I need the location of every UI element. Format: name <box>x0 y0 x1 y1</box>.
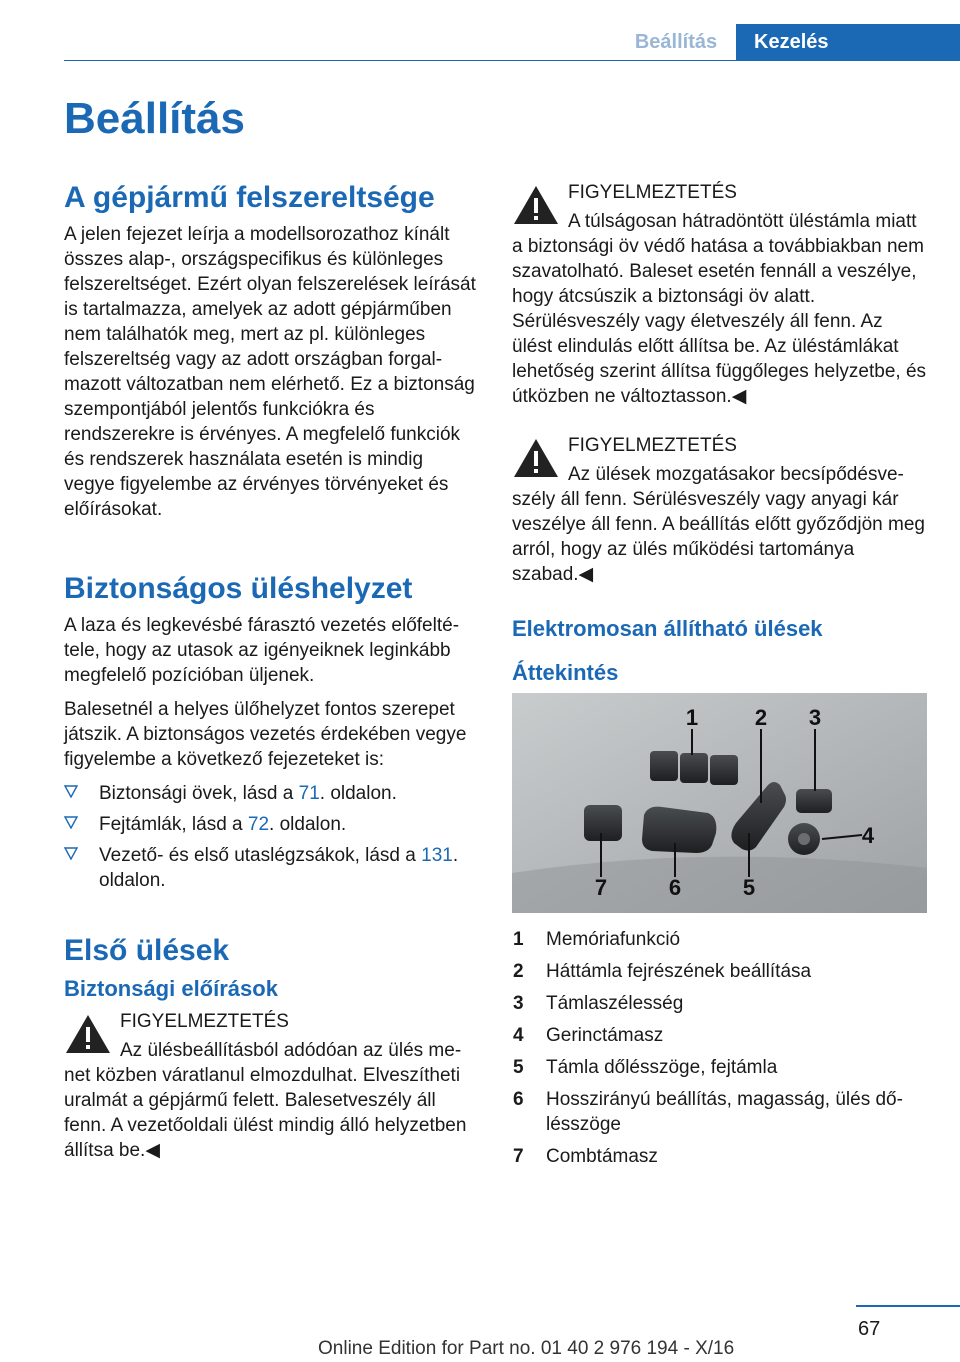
header-rule <box>64 60 736 61</box>
triangle-bullet-icon <box>64 784 78 798</box>
warning-box-3 <box>512 433 927 587</box>
warning-icon <box>64 1013 112 1055</box>
page-link-71[interactable]: 71 <box>298 783 320 804</box>
list-item: 6 Hosszirányú beállítás, magasság, ülés dőlésszöge <box>513 1089 903 1135</box>
page-title: Beállítás <box>64 94 245 143</box>
warning-title: FIGYELMEZTETÉS <box>568 182 737 203</box>
list-item: Fejtámlák, lásd a 72. oldalon. <box>64 812 479 837</box>
callout-3: 3 <box>808 705 822 730</box>
warning-text: Az ülésbeállításból adódóan az ülés menet közben váratlanul elmozdulhat. Elveszítheti uralmát a gépjármű felett. Balesetveszély áll fenn. A vezetőoldali ülést mindig álló helyzetben állítsa be.◀ <box>64 1040 467 1161</box>
callout-2: 2 <box>754 705 768 730</box>
seat-controls-figure <box>512 693 927 913</box>
list-item: Vezető- és első utaslégzsákok, lásd a 131. oldalon. <box>64 843 479 893</box>
warning-text: Az ülések mozgatásakor becsípődésveszély áll fenn. Sérülésveszély vagy anyagi kár veszélye áll fenn. A beállítás előtt győződjön meg arról, hogy az ülés működési tartománya szabad.◀ <box>512 464 925 585</box>
list-item: 2 Háttámla fejrészének beállítása <box>513 961 812 982</box>
related-chapters-list <box>64 781 479 893</box>
triangle-bullet-icon <box>64 846 78 860</box>
list-item: 3 Támlaszélesség <box>513 993 684 1014</box>
list-item: 5 Támla dőlésszöge, fejtámla <box>513 1057 778 1078</box>
equipment-paragraph: A jelen fejezet leírja a modellsorozathoz kínált összes alap-, országspecifikus és különleges felszereltséget. Ezért olyan felszerelések leírását is tartalmazza, amelyek az adott gépjárműben nem találhatók meg, mert az pl. különleges felszereltség vagy az adott országban forgalmazott változatban nem elérhető. Ez a biztonság szempontjából jelentős funkciókra és rendszerekre is érvényes. A megfelelő funkciók és rendszerek használata esetén is mindig vegye figyelembe az érvényes törvényeket és előírásokat. <box>64 224 476 520</box>
warning-title: FIGYELMEZTETÉS <box>120 1011 289 1032</box>
safe-seating-paragraph-1: A laza és legkevésbé fárasztó vezetés előfeltétele, hogy az utasok az igényeiknek leginkább megfelelő pozícióban üljenek. <box>64 615 460 686</box>
header-tab-beallitas[interactable]: Beállítás <box>634 30 718 53</box>
warning-box-1 <box>64 1009 479 1163</box>
list-item: 1 Memóriafunkció <box>513 929 681 950</box>
page-link-131[interactable]: 131 <box>421 845 453 866</box>
list-item: 7 Combtámasz <box>513 1146 658 1167</box>
callout-4: 4 <box>861 823 875 848</box>
callout-5: 5 <box>742 875 756 900</box>
callout-7: 7 <box>594 875 608 900</box>
list-item: Biztonsági övek, lásd a 71. oldalon. <box>64 781 479 806</box>
callout-6: 6 <box>668 875 682 900</box>
triangle-bullet-icon <box>64 815 78 829</box>
edition-footer: Online Edition for Part no. 01 40 2 976 194 - X/16 <box>318 1338 735 1359</box>
section-title-equipment: A gépjármű felszereltsége <box>64 181 435 214</box>
section-title-front-seats: Első ülések <box>64 934 230 967</box>
callout-1: 1 <box>685 705 699 730</box>
subsection-electric-seats: Elektromosan állítható ülések <box>512 616 823 641</box>
warning-title: FIGYELMEZTETÉS <box>568 435 737 456</box>
header-tab-kezeles[interactable]: Kezelés <box>736 24 960 61</box>
warning-icon <box>512 437 560 479</box>
page-link-72[interactable]: 72 <box>247 814 270 835</box>
footer-rule <box>856 1305 960 1307</box>
warning-box-2 <box>512 180 927 409</box>
subsection-overview: Áttekintés <box>512 660 619 685</box>
warning-text: A túlságosan hátradöntött üléstámla miatt a biztonsági öv védő hatása a továbbiakban nem szavatolható. Baleset esetén fennáll a veszélye, hogy átcsúszik a biztonsági öv alatt. Sérülésveszély vagy életveszély áll fenn. Az ülést elindulás előtt állítsa be. Az üléstámlákat lehetőség szerint állítsa függőleges helyzetbe, és útközben ne változtasson.◀ <box>512 211 927 407</box>
figure-legend <box>512 927 927 1169</box>
page-number: 67 <box>858 1318 881 1340</box>
warning-icon <box>512 184 560 226</box>
safe-seating-paragraph-2: Balesetnél a helyes ülőhelyzet fontos szerepet játszik. A biztonságos vezetés érdekében vegye figyelembe a következő fejezeteket is: <box>64 699 467 770</box>
left-column <box>64 180 479 1173</box>
right-column <box>512 180 927 1176</box>
subsection-safety-rules: Biztonsági előírások <box>64 976 278 1001</box>
section-title-safe-seating: Biztonságos üléshelyzet <box>64 572 413 605</box>
list-item: 4 Gerinctámasz <box>513 1025 664 1046</box>
